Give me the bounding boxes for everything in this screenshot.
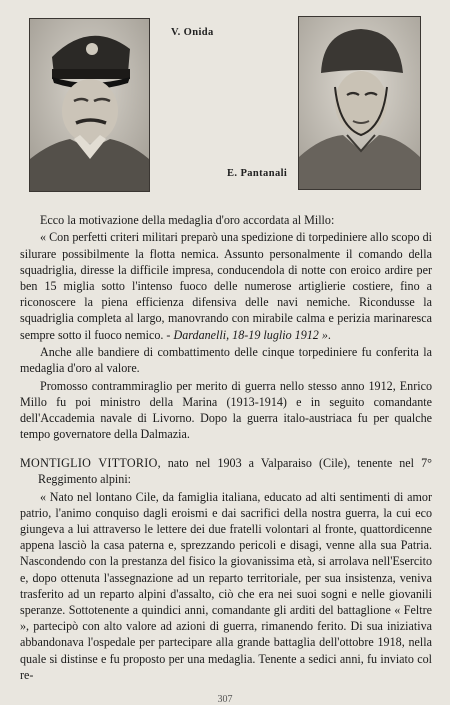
portrait-photo-pantanali <box>298 16 421 190</box>
section-millo <box>20 212 432 444</box>
portrait-onida-image <box>30 19 149 191</box>
paragraph-flags: Anche alle bandiere di combattimento delle cinque torpediniere fu conferita la medaglia d'oro al valore. <box>20 345 432 376</box>
caption-pantanali: E. Pantanali <box>227 168 288 179</box>
citation-text: « Con perfetti criteri militari preparò una spedizione di torpediniere allo scopo di silurare possibilmente la flotta nemica. Assunto personalmente il comando della squadriglia, diresse la difficile impresa, conducendola di notte con eroico ardire per ben 15 miglia sotto l'intenso fuoco delle numerose artiglierie costiere, fino a riconoscere la piena efficienza difensiva delle navi nemiche. Ricondusse la squadriglia completa al largo, manovrando con mirabile calma e perizia marinaresca sempre sotto il fuoco nemico. - <box>20 230 432 342</box>
paragraph-promotion: Promosso contrammiraglio per merito di guerra nello stesso anno 1912, Enrico Millo fu poi ministro della Marina (1913-1914) e in seguito comandante dell'Accademia navale di Livorno. Dopo la guerra italo-austriaca fu per qualche tempo governatore della Dalmazia. <box>20 378 432 442</box>
heading-montiglio <box>20 455 432 487</box>
person-name: MONTIGLIO VITTORIO <box>20 456 158 470</box>
portrait-pantanali-image <box>299 17 420 189</box>
caption-onida: V. Onida <box>171 27 214 38</box>
paragraph-intro: Ecco la motivazione della medaglia d'oro accordata al Millo: <box>40 213 335 227</box>
paragraph-montiglio-citation: « Nato nel lontano Cile, da famiglia italiana, educato ad alti sentimenti di amor patrio, l'animo conquiso dagli eroismi e dai sacrifici della nostra guerra, la cui eco giungeva a lui attraverso le lettere dei due fratelli volontari al fronte, quattordicenne appena lasciò la casa paterna e, sprezzando pericoli e disagi, venne alla sua Patria. Nascondendo con la prestanza del fisico la giovanissima età, si arrolava nell'Esercito e, dopo ottenuta l'assegnazione ad un reparto territoriale, per sua insistenza, veniva trasferito ad un reparto alpini d'assalto, ciò che era nei suoi sogni e nelle giovanili speranze. Sottotenente a quindici anni, comandante gli arditi del battaglione « Feltre », partecipò con alto valore ad azioni di guerra, rimanendo ferito. Di sua iniziativa abbandonava l'ospedale per partecipare alla grande battaglia dell'ottobre 1918, nella quale si distinse e fu proposto per una medaglia. Tenente a sedici anni, fu inviato col re- <box>20 489 432 682</box>
portrait-photo-onida <box>29 18 150 192</box>
paragraph-medal-citation <box>20 229 432 342</box>
heading-details: , nato nel 1903 a Valparaiso (Cile), tenente nel 7° Reggimento alpini: <box>38 456 432 487</box>
citation-end: . <box>327 327 331 342</box>
section-montiglio <box>20 455 432 684</box>
page-number: 307 <box>217 694 233 705</box>
citation-reference: Dardanelli, 18-19 luglio 1912 » <box>173 327 328 342</box>
